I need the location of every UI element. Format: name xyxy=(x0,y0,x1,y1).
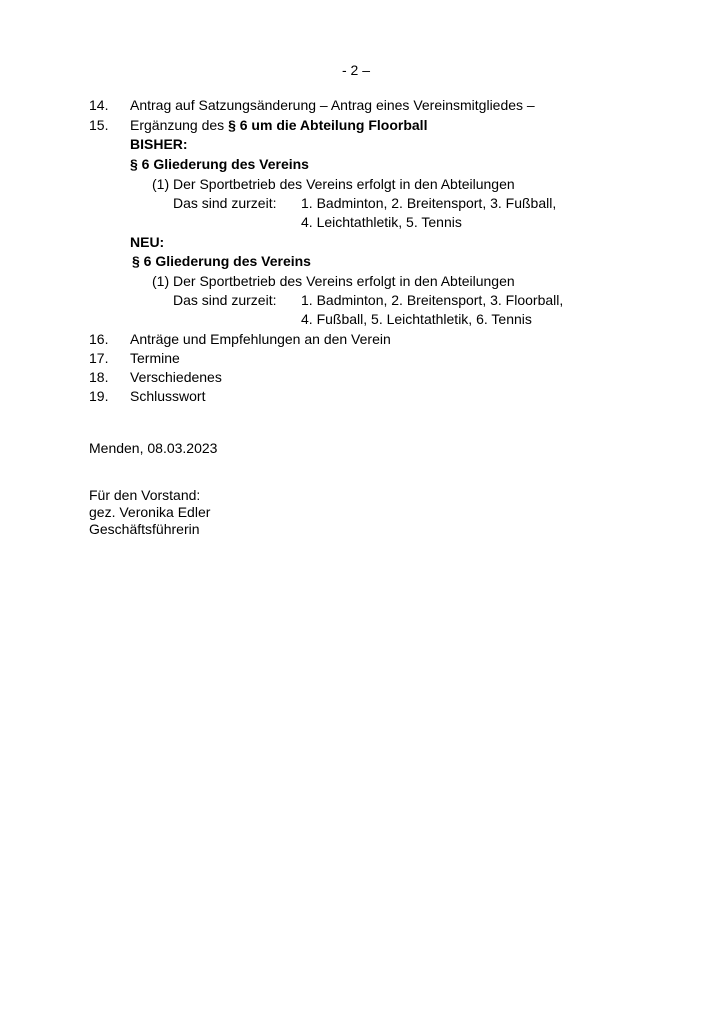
agenda-item-17-text: Termine xyxy=(130,350,180,366)
signature-line-1: Für den Vorstand: xyxy=(89,487,201,503)
place-date: Menden, 08.03.2023 xyxy=(89,440,218,456)
agenda-item-18-text: Verschiedenes xyxy=(130,369,222,385)
neu-clause: (1) Der Sportbetrieb des Vereins erfolgt in den Abteilungen xyxy=(152,273,515,289)
agenda-item-15-number: 15. xyxy=(89,117,109,133)
agenda-item-15-text-prefix: Ergänzung des xyxy=(130,117,229,133)
signature-line-2: gez. Veronika Edler xyxy=(89,504,211,520)
bisher-label: BISHER: xyxy=(130,136,188,152)
neu-current-label: Das sind zurzeit: xyxy=(173,292,277,308)
signature-line-3: Geschäftsführerin xyxy=(89,521,200,537)
agenda-item-19-number: 19. xyxy=(89,388,109,404)
agenda-item-17-number: 17. xyxy=(89,350,109,366)
agenda-item-14-number: 14. xyxy=(89,97,109,113)
agenda-item-14-text: Antrag auf Satzungsänderung – Antrag eines Vereinsmitgliedes – xyxy=(130,97,535,113)
bisher-list-line-2: 4. Leichtathletik, 5. Tennis xyxy=(301,214,462,230)
bisher-clause: (1) Der Sportbetrieb des Vereins erfolgt in den Abteilungen xyxy=(152,176,515,192)
bisher-current-label: Das sind zurzeit: xyxy=(173,195,277,211)
agenda-item-15-text xyxy=(130,117,427,134)
agenda-item-18-number: 18. xyxy=(89,369,109,385)
neu-heading: § 6 Gliederung des Vereins xyxy=(132,253,311,269)
agenda-item-16-text: Anträge und Empfehlungen an den Verein xyxy=(130,331,391,347)
agenda-item-19-text: Schlusswort xyxy=(130,388,206,404)
bisher-heading: § 6 Gliederung des Vereins xyxy=(130,156,309,172)
neu-label: NEU: xyxy=(130,234,165,250)
neu-list-line-2: 4. Fußball, 5. Leichtathletik, 6. Tennis xyxy=(301,311,532,327)
page-number: - 2 – xyxy=(342,62,371,78)
agenda-item-15-text-bold: § 6 um die Abteilung Floorball xyxy=(228,117,428,133)
bisher-list-line-1: 1. Badminton, 2. Breitensport, 3. Fußball, xyxy=(301,195,557,211)
agenda-item-16-number: 16. xyxy=(89,331,109,347)
neu-list-line-1: 1. Badminton, 2. Breitensport, 3. Floorball, xyxy=(301,292,564,308)
